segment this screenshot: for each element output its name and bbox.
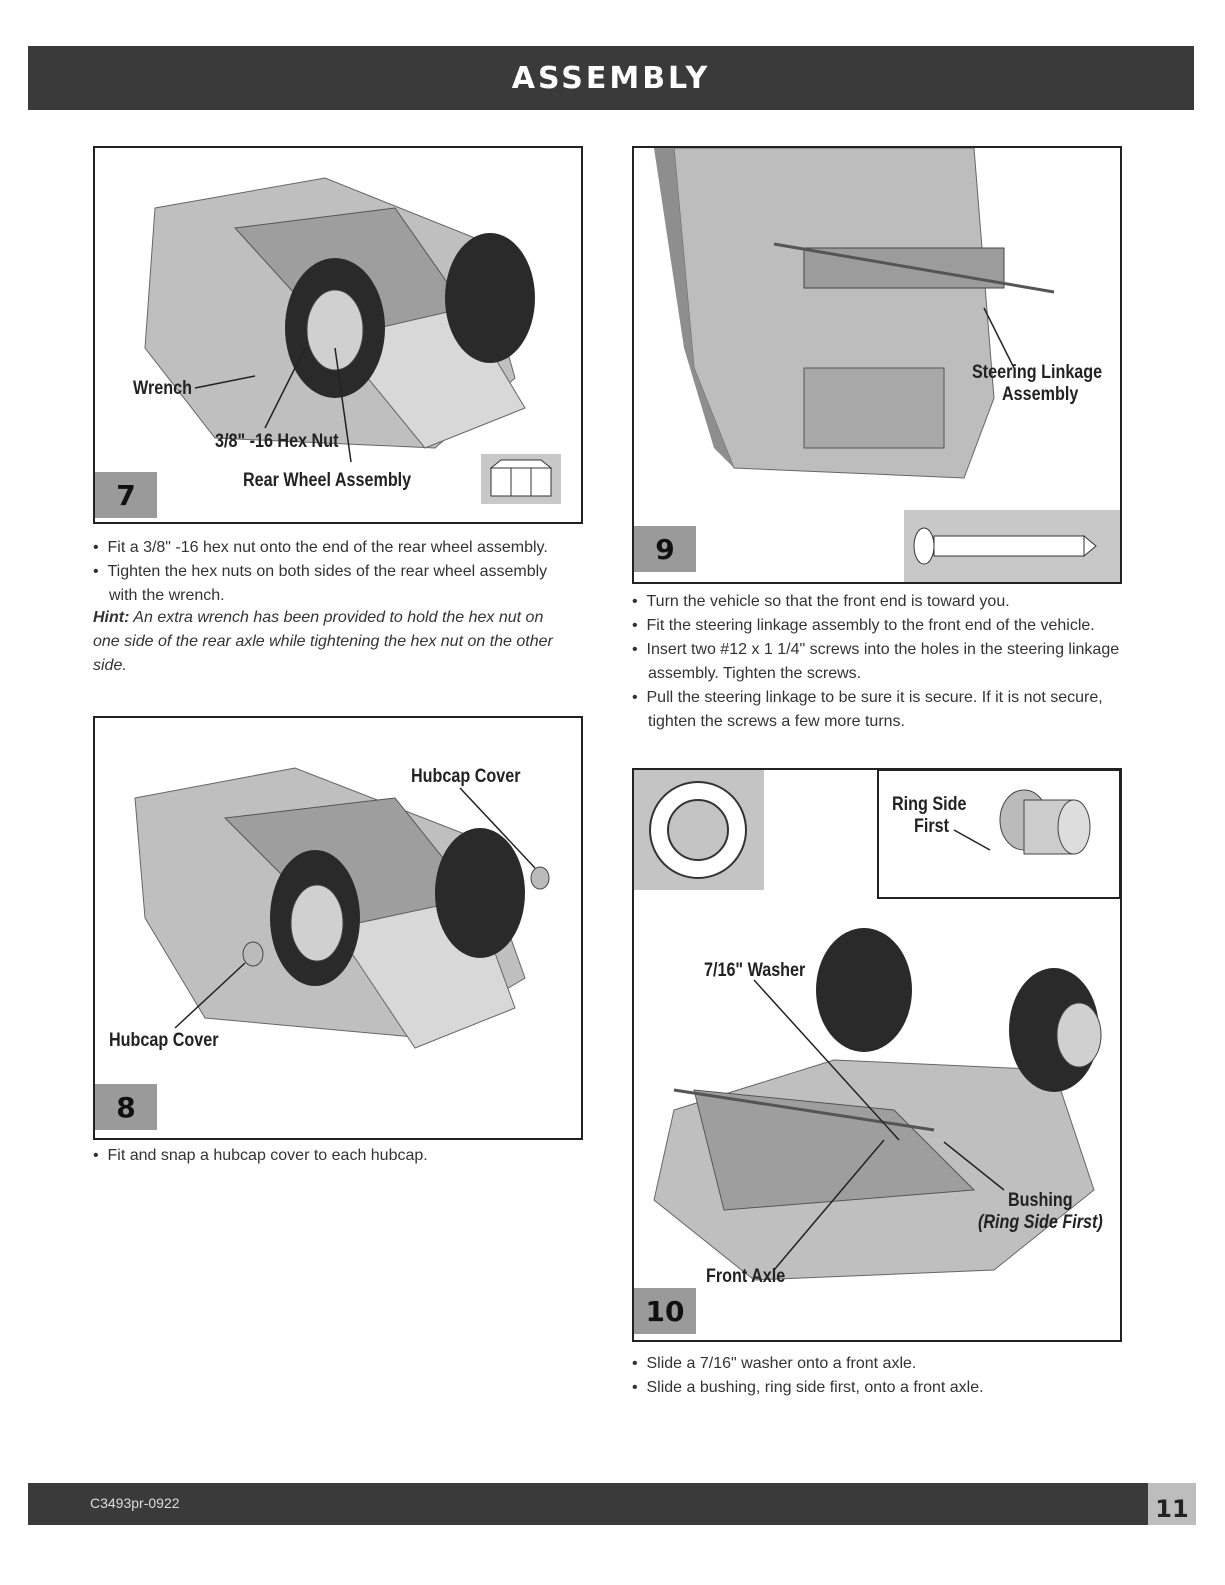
- list-item: • Insert two #12 x 1 1/4" screws into the holes in the steering linkage assembly. Tighten the screws.: [632, 638, 1132, 686]
- step7-instructions: [93, 536, 573, 608]
- ring-side-first-label: (Ring Side First): [978, 1212, 1103, 1233]
- steering-linkage-label: Steering Linkage: [972, 362, 1103, 383]
- list-item: • Turn the vehicle so that the front end is toward you.: [632, 590, 1132, 614]
- bushing-label: Bushing: [1008, 1190, 1073, 1211]
- step-number-7: 7: [95, 472, 157, 518]
- list-item: • Fit and snap a hubcap cover to each hubcap.: [93, 1144, 573, 1168]
- list-item: • Fit the steering linkage assembly to the front end of the vehicle.: [632, 614, 1132, 638]
- step10-instructions: [632, 1352, 1132, 1400]
- list-item: • Slide a 7/16" washer onto a front axle.: [632, 1352, 1132, 1376]
- step9-illustration: [632, 146, 1122, 584]
- page-title: ASSEMBLY: [511, 60, 711, 96]
- list-item: • Pull the steering linkage to be sure it is secure. If it is not secure, tighten the screws a few more turns.: [632, 686, 1132, 734]
- steering-assembly-label: Assembly: [1002, 384, 1079, 405]
- washer-label: 7/16" Washer: [704, 960, 806, 981]
- step8-instructions: [93, 1144, 573, 1168]
- rear-wheel-assembly-label: Rear Wheel Assembly: [243, 470, 412, 491]
- hubcap-cover-label-top: Hubcap Cover: [411, 766, 521, 787]
- front-axle-drawing: [634, 770, 1120, 1340]
- hint-label: Hint:: [93, 609, 130, 626]
- step-number-9: 9: [634, 526, 696, 572]
- document-code: C3493pr-0922: [90, 1495, 180, 1511]
- page-number: 11: [1148, 1483, 1196, 1525]
- step-number-10: 10: [634, 1288, 696, 1334]
- list-item: • Fit a 3/8" -16 hex nut onto the end of the rear wheel assembly.: [93, 536, 573, 560]
- rear-wheel-drawing: [95, 148, 581, 522]
- step9-instructions: [632, 590, 1132, 734]
- list-item: • Slide a bushing, ring side first, onto a front axle.: [632, 1376, 1132, 1400]
- wrench-label: Wrench: [133, 378, 192, 399]
- step7-illustration: [93, 146, 583, 524]
- front-axle-label: Front Axle: [706, 1266, 786, 1287]
- hint-text: An extra wrench has been provided to hold the hex nut on one side of the rear axle while tightening the hex nut on the other side.: [93, 609, 553, 674]
- hex-nut-label: 3/8" -16 Hex Nut: [215, 431, 339, 452]
- page-header: [28, 46, 1194, 110]
- step8-illustration: [93, 716, 583, 1140]
- list-item: • Tighten the hex nuts on both sides of the rear wheel assembly with the wrench.: [93, 560, 573, 608]
- ring-side-label: Ring Side: [892, 794, 967, 815]
- page-footer: [28, 1483, 1148, 1525]
- first-label: First: [914, 816, 950, 837]
- step10-illustration: [632, 768, 1122, 1342]
- step7-hint: [93, 606, 563, 678]
- hubcap-cover-label-bottom: Hubcap Cover: [109, 1030, 219, 1051]
- step-number-8: 8: [95, 1084, 157, 1130]
